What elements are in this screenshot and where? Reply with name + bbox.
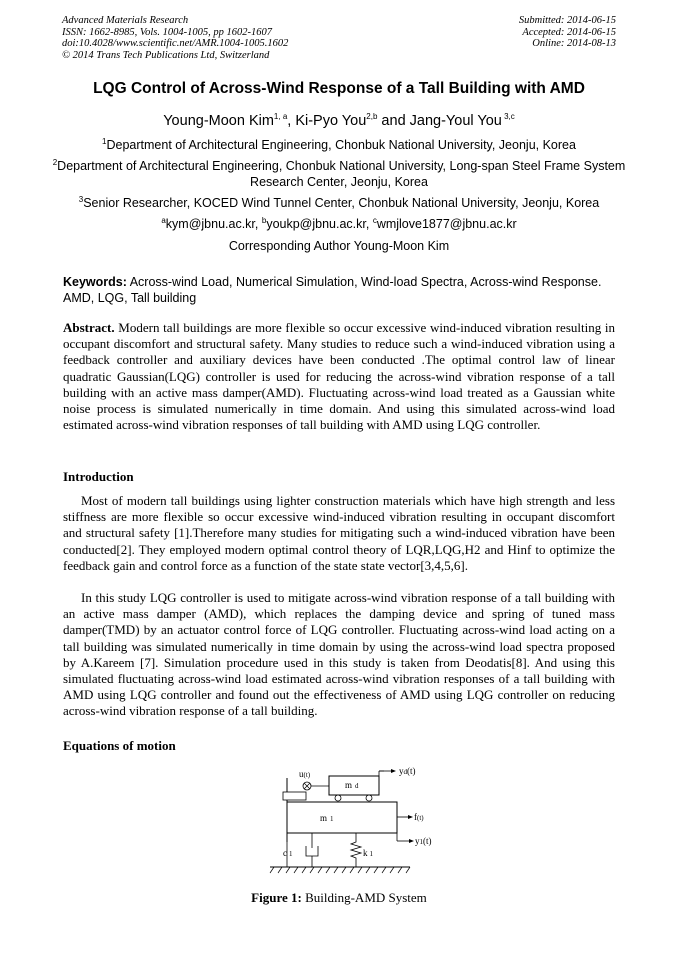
arrow-head-icon <box>391 769 396 773</box>
author-separator: and <box>377 113 410 129</box>
affiliation-1 <box>40 137 638 153</box>
email-sup: b <box>261 215 267 225</box>
journal-doi: doi:10.4028/www.scientific.net/AMR.1004-1005.1602 <box>62 38 289 49</box>
section-heading-equations: Equations of motion <box>63 738 176 753</box>
author-separator: , <box>287 113 296 129</box>
damper-wheel-icon <box>366 795 372 801</box>
paper-title: LQG Control of Across-Wind Response of a Tall Building with AMD <box>93 80 585 97</box>
email-link[interactable]: kym@jbnu.ac.kr, <box>165 217 262 231</box>
author-list <box>40 113 638 129</box>
actuator-box <box>283 792 306 800</box>
caption-text: Building-AMD System <box>301 890 427 905</box>
affiliation-text: Senior Researcher, KOCED Wind Tunnel Center, Chonbuk National University, Jeonju, Korea <box>83 196 600 210</box>
intro-paragraph-1: Most of modern tall buildings using lighter construction materials which have high strength and less stiffness are more flexible so occur excessive wind-induced vibration resulting in occupant discomfort and structural safety [1].Therefore many studies for mitigating such a wind-induced vibration have been conducted[2]. They employed modern optimal control theory of LQR,LQG,H2 and Hinf to optimize the feedback gain and control force as a function of the state state vector[3,4,5,6]. <box>63 493 615 573</box>
author-sup: 3,c <box>501 112 515 122</box>
online-date: Online: 2014-08-13 <box>532 38 616 49</box>
email-sup: a <box>161 215 166 225</box>
affiliation-sup: 1 <box>102 136 107 146</box>
author-name: Young-Moon Kim <box>163 113 274 129</box>
wind-force-label: f(t) <box>414 812 424 822</box>
figure-caption <box>40 890 638 906</box>
email-sup: c <box>372 215 377 225</box>
affiliation-sup: 2 <box>52 157 58 167</box>
author-sup: 2,b <box>366 112 378 122</box>
intro-paragraph-2: In this study LQG controller is used to mitigate across-wind vibration response of a tall building with an active mass damper (AMD), which replaces the damping device and spring of tuned mass damper(TMD) by an actuator control force of LQG controller. Fluctuating across-wind load acting on a tall building was simulated numerically in time domain by using the across-wind load spectra proposed by A.Kareem [7]. Simulation procedure used in this study is taken from Deodatis[8]. And using this simulated fluctuating across-wind load estimated across-wind vibration responses of a tall building with AMD using LQG controller and found out the effectiveness of AMD using LQG controller on reducing across-wind vibration response of a tall building. <box>63 590 615 719</box>
affiliation-text: Department of Architectural Engineering, Chonbuk National University, Long-span Steel Frame System Research Center, Jeonju, Korea <box>57 159 626 189</box>
corresponding-author: Corresponding Author Young-Moon Kim <box>228 239 450 253</box>
keywords-block <box>63 275 615 306</box>
control-force-label: u(t) <box>299 769 311 779</box>
damping-label: c 1 <box>283 848 293 858</box>
journal-name: Advanced Materials Research <box>62 15 189 26</box>
journal-copyright: © 2014 Trans Tech Publications Ltd, Switzerland <box>62 49 270 61</box>
keywords-label: Keywords: <box>63 275 127 289</box>
abstract-label: Abstract. <box>63 320 115 335</box>
damper-disp-label: yd(t) <box>399 766 416 776</box>
email-link[interactable]: wmjlove1877@jbnu.ac.kr <box>376 217 517 231</box>
accepted-date: Accepted: 2014-06-15 <box>522 26 616 38</box>
damper-mass-label: m d <box>345 780 359 790</box>
ground-hatch <box>270 867 410 873</box>
abstract-text: Modern tall buildings are more flexible so occur excessive wind-induced vibration resulting in occupant discomfort and structural safety. Many studies to reduce such a wind-induced vibration using a feedback controller and auxiliary devices have been conducted .The optimal control law of linear quadratic Gaussian(LQG) controller is used for reducing the across-wind vibration response of a tall building with an active mass damper(AMD). Fluctuating across-wind load treated as a Gaussian white noise process is simulated numerically in time domain. And using this simulated across-wind load estimated across-wind vibration responses of tall building with AMD using LQG controller. <box>63 320 615 433</box>
damper-wheel-icon <box>335 795 341 801</box>
abstract-paragraph <box>63 320 615 433</box>
damper-mass-block <box>329 776 379 795</box>
submission-dates <box>519 15 616 50</box>
author-name: Ki-Pyo You <box>295 113 367 129</box>
building-amd-diagram <box>262 760 432 878</box>
building-disp-label: y1(t) <box>415 836 432 846</box>
arrow-head-icon <box>408 815 413 819</box>
building-mass-block <box>287 802 397 833</box>
stiffness-label: k 1 <box>363 848 373 858</box>
email-list <box>40 216 638 232</box>
email-link[interactable]: youkp@jbnu.ac.kr, <box>266 217 373 231</box>
section-heading-introduction: Introduction <box>63 469 134 484</box>
submitted-date: Submitted: 2014-06-15 <box>518 15 616 26</box>
journal-issn: ISSN: 1662-8985, Vols. 1004-1005, pp 1602-1607 <box>62 26 272 38</box>
affiliation-3 <box>40 195 638 211</box>
affiliation-text: Department of Architectural Engineering, Chonbuk National University, Jeonju, Korea <box>106 138 576 152</box>
author-sup: 1, a <box>273 112 288 122</box>
arrow-head-icon <box>409 839 414 843</box>
author-name: Jang-Youl You <box>409 113 502 129</box>
journal-info <box>62 15 288 61</box>
building-mass-label: m 1 <box>320 813 334 823</box>
spring-icon <box>351 833 361 867</box>
keywords-text: Across-wind Load, Numerical Simulation, Wind-load Spectra, Across-wind Response. AMD, LQG, Tall building <box>63 275 602 305</box>
caption-label: Figure 1: <box>251 890 302 905</box>
affiliation-sup: 3 <box>78 194 84 204</box>
affiliation-2 <box>40 158 638 190</box>
